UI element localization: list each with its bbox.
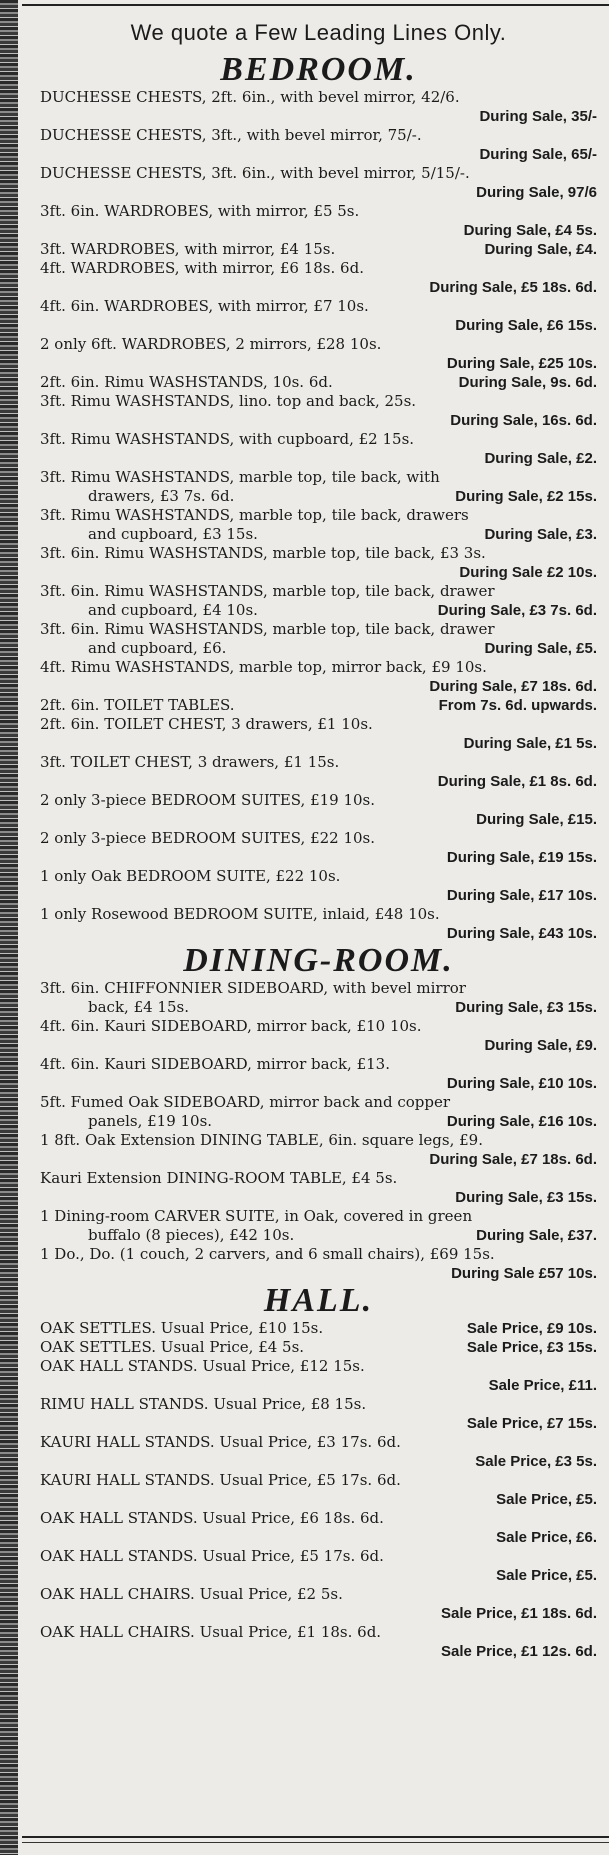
sale-price: During Sale, £5. — [484, 640, 597, 657]
section-bedroom — [40, 52, 597, 943]
item-description: OAK HALL STANDS. Usual Price, £12 15s. — [40, 1357, 365, 1375]
item-description: 3ft. Rimu WASHSTANDS, marble top, tile back, with — [40, 468, 440, 486]
list-item — [40, 696, 597, 715]
item-description: RIMU HALL STANDS. Usual Price, £8 15s. — [40, 1395, 367, 1413]
item-description: 1 8ft. Oak Extension DINING TABLE, 6in. square legs, £9. — [40, 1131, 483, 1149]
sale-price: Sale Price, £5. — [496, 1567, 597, 1584]
list-item — [40, 1169, 597, 1207]
item-description: 3ft. 6in. CHIFFONNIER SIDEBOARD, with bevel mirror — [40, 979, 466, 997]
item-description: 2ft. 6in. TOILET CHEST, 3 drawers, £1 10s. — [40, 715, 373, 733]
item-description: DUCHESSE CHESTS, 3ft., with bevel mirror, 75/-. — [40, 126, 422, 144]
list-item — [40, 1433, 597, 1471]
list-item — [40, 259, 597, 297]
list-item — [40, 1509, 597, 1547]
item-description: OAK SETTLES. Usual Price, £10 15s. — [40, 1319, 324, 1337]
item-description: OAK HALL STANDS. Usual Price, £5 17s. 6d. — [40, 1547, 384, 1565]
sale-price: Sale Price, £1 18s. 6d. — [441, 1605, 597, 1622]
sale-price: During Sale, £15. — [476, 811, 597, 828]
bottom-rule-thin — [22, 1842, 609, 1843]
item-description: 4ft. Rimu WASHSTANDS, marble top, mirror back, £9 10s. — [40, 658, 487, 676]
sale-price: During Sale, £4. — [484, 241, 597, 258]
sale-price: During Sale, 16s. 6d. — [450, 412, 597, 429]
sale-price: During Sale, £1 5s. — [463, 735, 597, 752]
list-item — [40, 905, 597, 943]
item-description: 1 Dining-room CARVER SUITE, in Oak, covered in green — [40, 1207, 473, 1225]
sale-price: During Sale, £2. — [484, 450, 597, 467]
list-item — [40, 620, 597, 658]
sale-price: During Sale, £17 10s. — [446, 887, 597, 904]
item-description: 4ft. 6in. Kauri SIDEBOARD, mirror back, £13. — [40, 1055, 390, 1073]
list-item — [40, 1245, 597, 1283]
sale-price: Sale Price, £5. — [496, 1491, 597, 1508]
list-item — [40, 1319, 597, 1338]
list-item — [40, 88, 597, 126]
list-item — [40, 373, 597, 392]
list-item — [40, 335, 597, 373]
sale-price: During Sale, £7 18s. 6d. — [429, 678, 597, 695]
item-description: 3ft. Rimu WASHSTANDS, with cupboard, £2 15s. — [40, 430, 415, 448]
section-title: BEDROOM. — [220, 51, 417, 88]
list-item — [40, 1623, 597, 1661]
section-title: DINING-ROOM. — [183, 942, 454, 979]
item-description: buffalo (8 pieces), £42 10s. — [88, 1226, 295, 1244]
list-item — [40, 1547, 597, 1585]
item-description: back, £4 15s. — [88, 998, 189, 1016]
list-item — [40, 979, 597, 1017]
sale-price: Sale Price, £6. — [496, 1529, 597, 1546]
list-item — [40, 1395, 597, 1433]
item-description: 1 only Rosewood BEDROOM SUITE, inlaid, £48 10s. — [40, 905, 440, 923]
item-description: and cupboard, £3 15s. — [88, 525, 258, 543]
list-item — [40, 1131, 597, 1169]
section-dining-room — [40, 943, 597, 1283]
sale-price: During Sale, 97/6 — [476, 184, 597, 201]
sale-price: During Sale, £9. — [484, 1037, 597, 1054]
item-description: DUCHESSE CHESTS, 3ft. 6in., with bevel mirror, 5/15/-. — [40, 164, 470, 182]
list-item — [40, 240, 597, 259]
sale-price: During Sale, £5 18s. 6d. — [429, 279, 597, 296]
list-item — [40, 430, 597, 468]
list-item — [40, 867, 597, 905]
sale-price: Sale Price, £3 5s. — [475, 1453, 597, 1470]
sale-price: During Sale, £1 8s. 6d. — [437, 773, 597, 790]
item-description: OAK HALL CHAIRS. Usual Price, £2 5s. — [40, 1585, 343, 1603]
item-description: KAURI HALL STANDS. Usual Price, £5 17s. 6d. — [40, 1471, 401, 1489]
item-description: 1 Do., Do. (1 couch, 2 carvers, and 6 small chairs), £69 15s. — [40, 1245, 495, 1263]
list-item — [40, 202, 597, 240]
item-description: 4ft. WARDROBES, with mirror, £6 18s. 6d. — [40, 259, 364, 277]
sale-price: Sale Price, £11. — [488, 1377, 597, 1394]
item-description: OAK HALL CHAIRS. Usual Price, £1 18s. 6d. — [40, 1623, 382, 1641]
list-item — [40, 1055, 597, 1093]
sale-price: During Sale, £37. — [476, 1227, 597, 1244]
item-description: 3ft. 6in. Rimu WASHSTANDS, marble top, tile back, drawer — [40, 582, 495, 600]
sale-price: During Sale, £3 7s. 6d. — [437, 602, 597, 619]
item-description: 3ft. Rimu WASHSTANDS, marble top, tile back, drawers — [40, 506, 469, 524]
sale-price: During Sale, £3. — [484, 526, 597, 543]
list-item — [40, 1357, 597, 1395]
sale-price: During Sale £2 10s. — [459, 564, 597, 581]
sale-price: Sale Price, £3 15s. — [466, 1339, 597, 1356]
item-description: 3ft. 6in. WARDROBES, with mirror, £5 5s. — [40, 202, 360, 220]
item-description: and cupboard, £4 10s. — [88, 601, 258, 619]
sale-price: During Sale, 65/- — [479, 146, 597, 163]
item-description: and cupboard, £6. — [88, 639, 227, 657]
sale-price: During Sale, £2 15s. — [455, 488, 597, 505]
item-description: KAURI HALL STANDS. Usual Price, £3 17s. 6d. — [40, 1433, 401, 1451]
sale-price: During Sale, £25 10s. — [446, 355, 597, 372]
list-item — [40, 829, 597, 867]
sale-price: During Sale, £7 18s. 6d. — [429, 1151, 597, 1168]
item-description: 4ft. 6in. Kauri SIDEBOARD, mirror back, £10 10s. — [40, 1017, 422, 1035]
list-item — [40, 297, 597, 335]
decorative-border — [0, 0, 18, 1855]
list-item — [40, 1207, 597, 1245]
list-item — [40, 506, 597, 544]
list-item — [40, 1017, 597, 1055]
item-description: 2 only 3-piece BEDROOM SUITES, £19 10s. — [40, 791, 376, 809]
item-description: Kauri Extension DINING-ROOM TABLE, £4 5s. — [40, 1169, 398, 1187]
list-item — [40, 1093, 597, 1131]
item-description: 3ft. WARDROBES, with mirror, £4 15s. — [40, 240, 336, 258]
item-description: 3ft. TOILET CHEST, 3 drawers, £1 15s. — [40, 753, 340, 771]
item-description: panels, £19 10s. — [88, 1112, 213, 1130]
item-description: 4ft. 6in. WARDROBES, with mirror, £7 10s. — [40, 297, 369, 315]
sale-price: Sale Price, £7 15s. — [466, 1415, 597, 1432]
list-item — [40, 468, 597, 506]
item-description: 1 only Oak BEDROOM SUITE, £22 10s. — [40, 867, 341, 885]
list-item — [40, 658, 597, 696]
item-description: OAK HALL STANDS. Usual Price, £6 18s. 6d. — [40, 1509, 384, 1527]
bottom-rule — [22, 1836, 609, 1838]
sale-price: During Sale, 35/- — [479, 108, 597, 125]
intro-heading: We quote a Few Leading Lines Only. — [130, 20, 507, 45]
section-hall — [40, 1283, 597, 1661]
item-description: 2ft. 6in. Rimu WASHSTANDS, 10s. 6d. — [40, 373, 333, 391]
sale-price: During Sale, £43 10s. — [446, 925, 597, 942]
list-item — [40, 126, 597, 164]
item-description: 5ft. Fumed Oak SIDEBOARD, mirror back and copper — [40, 1093, 451, 1111]
item-description: drawers, £3 7s. 6d. — [88, 487, 235, 505]
item-description: 2ft. 6in. TOILET TABLES. — [40, 696, 235, 714]
sale-price: During Sale, £6 15s. — [455, 317, 597, 334]
list-item — [40, 164, 597, 202]
list-item — [40, 1471, 597, 1509]
item-description: DUCHESSE CHESTS, 2ft. 6in., with bevel mirror, 42/6. — [40, 88, 460, 106]
item-description: OAK SETTLES. Usual Price, £4 5s. — [40, 1338, 305, 1356]
item-description: 3ft. 6in. Rimu WASHSTANDS, marble top, tile back, £3 3s. — [40, 544, 486, 562]
list-item — [40, 715, 597, 753]
item-description: 2 only 3-piece BEDROOM SUITES, £22 10s. — [40, 829, 376, 847]
item-description: 3ft. Rimu WASHSTANDS, lino. top and back, 25s. — [40, 392, 417, 410]
sale-price: From 7s. 6d. upwards. — [438, 697, 597, 714]
list-item — [40, 392, 597, 430]
sale-price: During Sale, £19 15s. — [446, 849, 597, 866]
ad-content — [40, 10, 597, 1661]
sale-price: During Sale, £16 10s. — [446, 1113, 597, 1130]
sections — [40, 52, 597, 1661]
sale-price: During Sale £57 10s. — [451, 1265, 597, 1282]
list-item — [40, 544, 597, 582]
sale-price: During Sale, £10 10s. — [446, 1075, 597, 1092]
list-item — [40, 1338, 597, 1357]
sale-price: During Sale, 9s. 6d. — [458, 374, 597, 391]
sale-price: Sale Price, £1 12s. 6d. — [441, 1643, 597, 1660]
list-item — [40, 753, 597, 791]
item-description: 2 only 6ft. WARDROBES, 2 mirrors, £28 10s. — [40, 335, 382, 353]
list-item — [40, 1585, 597, 1623]
section-title: HALL. — [263, 1282, 374, 1319]
top-rule — [22, 4, 609, 6]
sale-price: During Sale, £4 5s. — [463, 222, 597, 239]
sale-price: During Sale, £3 15s. — [455, 999, 597, 1016]
sale-price: Sale Price, £9 10s. — [466, 1320, 597, 1337]
list-item — [40, 582, 597, 620]
sale-price: During Sale, £3 15s. — [455, 1189, 597, 1206]
item-description: 3ft. 6in. Rimu WASHSTANDS, marble top, tile back, drawer — [40, 620, 495, 638]
list-item — [40, 791, 597, 829]
